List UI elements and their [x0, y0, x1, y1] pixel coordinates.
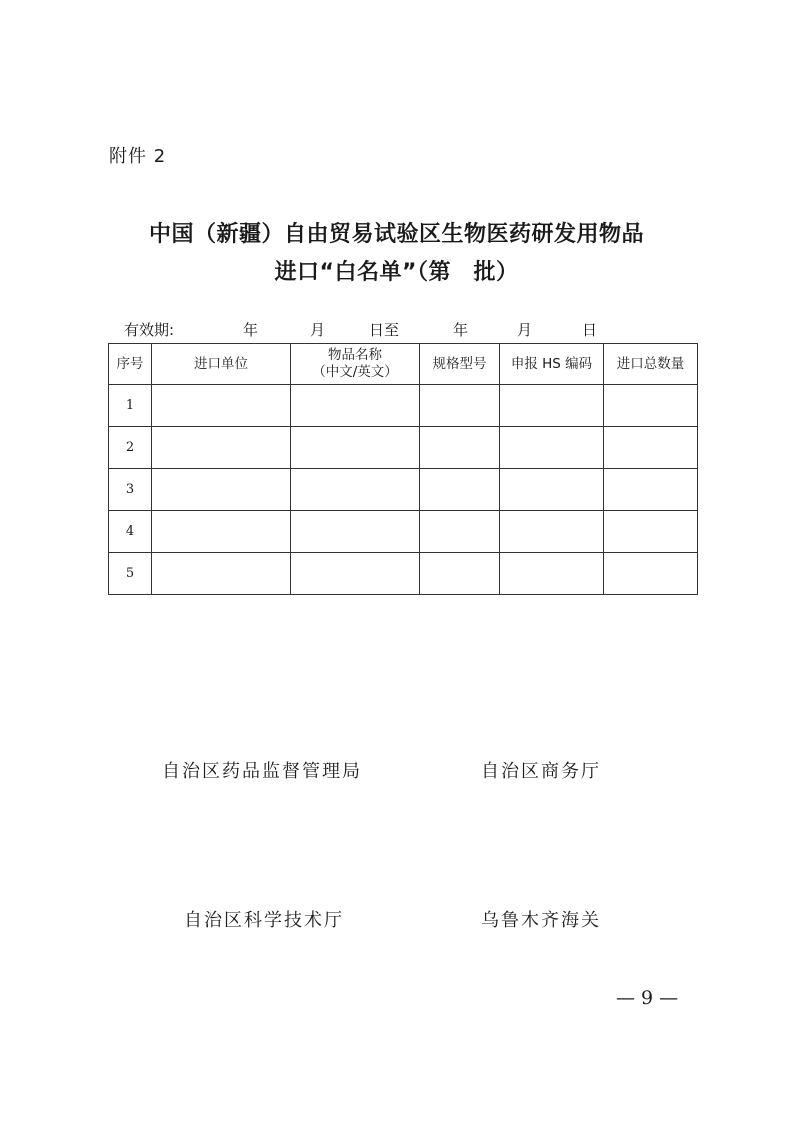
cell-spec-model: [420, 385, 500, 427]
header-total-quantity: 进口总数量: [604, 344, 698, 385]
table-header-row: [109, 344, 698, 385]
cell-total-quantity: [604, 469, 698, 511]
validity-period: [0, 319, 793, 343]
cell-total-quantity: [604, 427, 698, 469]
header-serial-no: 序号: [109, 344, 152, 385]
cell-hs-code: [500, 469, 604, 511]
signatory-commerce-department: 自治区商务厅: [481, 761, 601, 782]
header-spec-model: 规格型号: [420, 344, 500, 385]
attachment-label: 附件 2: [109, 146, 167, 167]
page-number: — 9 —: [616, 987, 679, 1009]
table-row: [109, 553, 698, 595]
signatory-science-technology-department: 自治区科学技术厅: [184, 910, 344, 931]
cell-hs-code: [500, 385, 604, 427]
validity-day-to: 日至: [369, 321, 400, 339]
validity-month-start: 月: [310, 321, 326, 339]
cell-hs-code: [500, 427, 604, 469]
validity-year-start: 年: [243, 321, 259, 339]
cell-item-name: [291, 385, 420, 427]
cell-spec-model: [420, 469, 500, 511]
validity-label: 有效期:: [124, 321, 175, 339]
validity-month-end: 月: [517, 321, 533, 339]
row-serial-no: 2: [109, 427, 152, 469]
cell-spec-model: [420, 427, 500, 469]
cell-total-quantity: [604, 511, 698, 553]
row-serial-no: 1: [109, 385, 152, 427]
cell-total-quantity: [604, 385, 698, 427]
signatory-urumqi-customs: 乌鲁木齐海关: [481, 910, 601, 931]
cell-import-unit: [152, 427, 291, 469]
header-item-name: [291, 344, 420, 385]
cell-import-unit: [152, 553, 291, 595]
validity-year-end: 年: [453, 321, 469, 339]
cell-import-unit: [152, 385, 291, 427]
cell-hs-code: [500, 553, 604, 595]
header-import-unit: 进口单位: [152, 344, 291, 385]
cell-item-name: [291, 427, 420, 469]
document-title-line2: 进口“白名单”（第 批）: [274, 260, 519, 285]
signatory-drug-administration: 自治区药品监督管理局: [162, 761, 362, 782]
cell-hs-code: [500, 511, 604, 553]
table-row: [109, 427, 698, 469]
cell-spec-model: [420, 511, 500, 553]
whitelist-table: [108, 343, 698, 595]
row-serial-no: 4: [109, 511, 152, 553]
row-serial-no: 5: [109, 553, 152, 595]
header-hs-code: 申报 HS 编码: [500, 344, 604, 385]
cell-item-name: [291, 553, 420, 595]
cell-spec-model: [420, 553, 500, 595]
header-item-name-line2: （中文/英文）: [312, 364, 398, 380]
validity-day-end: 日: [582, 321, 598, 339]
cell-import-unit: [152, 469, 291, 511]
table-row: [109, 469, 698, 511]
cell-import-unit: [152, 511, 291, 553]
header-item-name-line1: 物品名称: [328, 347, 382, 363]
table-row: [109, 511, 698, 553]
cell-total-quantity: [604, 553, 698, 595]
row-serial-no: 3: [109, 469, 152, 511]
table-row: [109, 385, 698, 427]
cell-item-name: [291, 469, 420, 511]
document-title-line1: 中国（新疆）自由贸易试验区生物医药研发用物品: [148, 222, 644, 247]
cell-item-name: [291, 511, 420, 553]
